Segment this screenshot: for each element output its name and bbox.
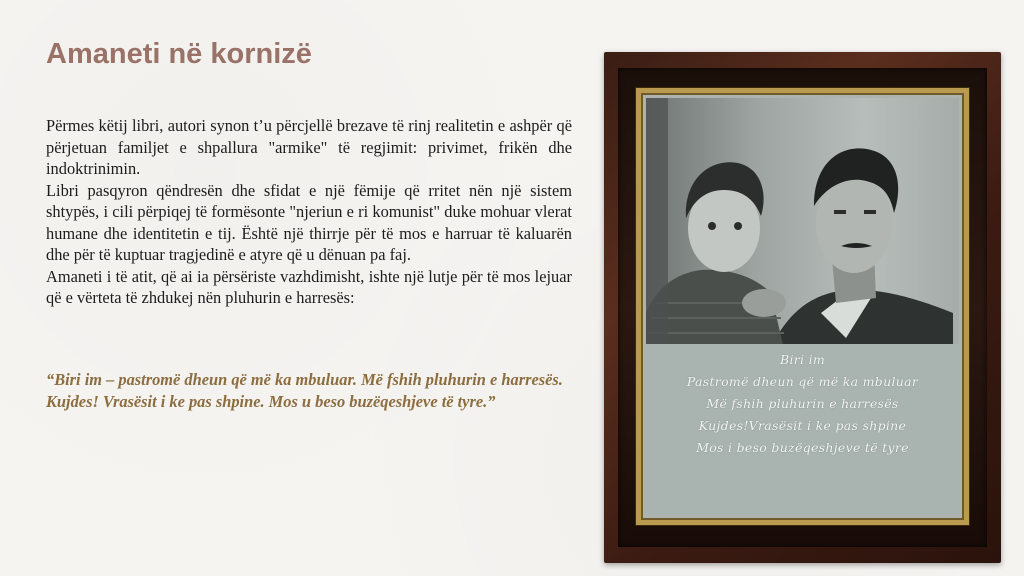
child-left-eye — [708, 222, 716, 230]
child-right-eye — [734, 222, 742, 230]
framed-photo — [604, 52, 1001, 563]
father-quote: “Biri im – pastromë dheun që më ka mbuluar. Më fshih pluhurin e harresës. Kujdes! Vrasësit i ke pas shpine. Mos u beso buzëqeshjeve të tyre.” — [46, 370, 563, 411]
man-hand — [742, 289, 786, 317]
photo-shadow-edge — [646, 98, 668, 348]
frame-gold-border — [636, 88, 969, 525]
caption-line-5: Mos i beso buzëqeshjeve të tyre — [696, 440, 909, 455]
photo-caption — [646, 344, 959, 515]
caption-line-3: Më fshih pluhurin e harresës — [706, 396, 899, 411]
paragraph-2: Libri pasqyron qëndresën dhe sfidat e një fëmije që rritet nën një sistem shtypës, i cili përpiqej të formësonte "njeriun e ri komunist" duke mohuar vlerat humane dhe identitetin e tij. Është një thirrje për të mos e harruar të kaluarën dhe për të kuptuar tragjedinë e atyre që u dënuan pa faj. — [46, 180, 572, 264]
caption-line-2: Pastromë dheun që më ka mbuluar — [686, 374, 919, 389]
man-left-eye — [834, 210, 846, 214]
photo-print — [646, 98, 959, 515]
man-right-eye — [864, 210, 876, 214]
caption-line-4: Kujdes!Vrasësit i ke pas shpine — [698, 418, 907, 433]
paragraph-1: Përmes këtij libri, autori synon t’u përcjellë brezave të rinj realitetin e ashpër që përjetuan familjet e shpallura "armike" të regjimit: privimet, frikën dhe indoktrinimin. — [46, 116, 572, 178]
body-text — [46, 115, 572, 309]
paragraph-3: Amaneti i të atit, që ai ia përsëriste vazhdimisht, ishte një lutje për të mos lejuar që e vërteta të zhdukej nën pluhurin e harresës: — [46, 266, 572, 307]
caption-line-1: Biri im — [779, 352, 826, 367]
slide-title: Amaneti në kornizë — [46, 38, 312, 70]
